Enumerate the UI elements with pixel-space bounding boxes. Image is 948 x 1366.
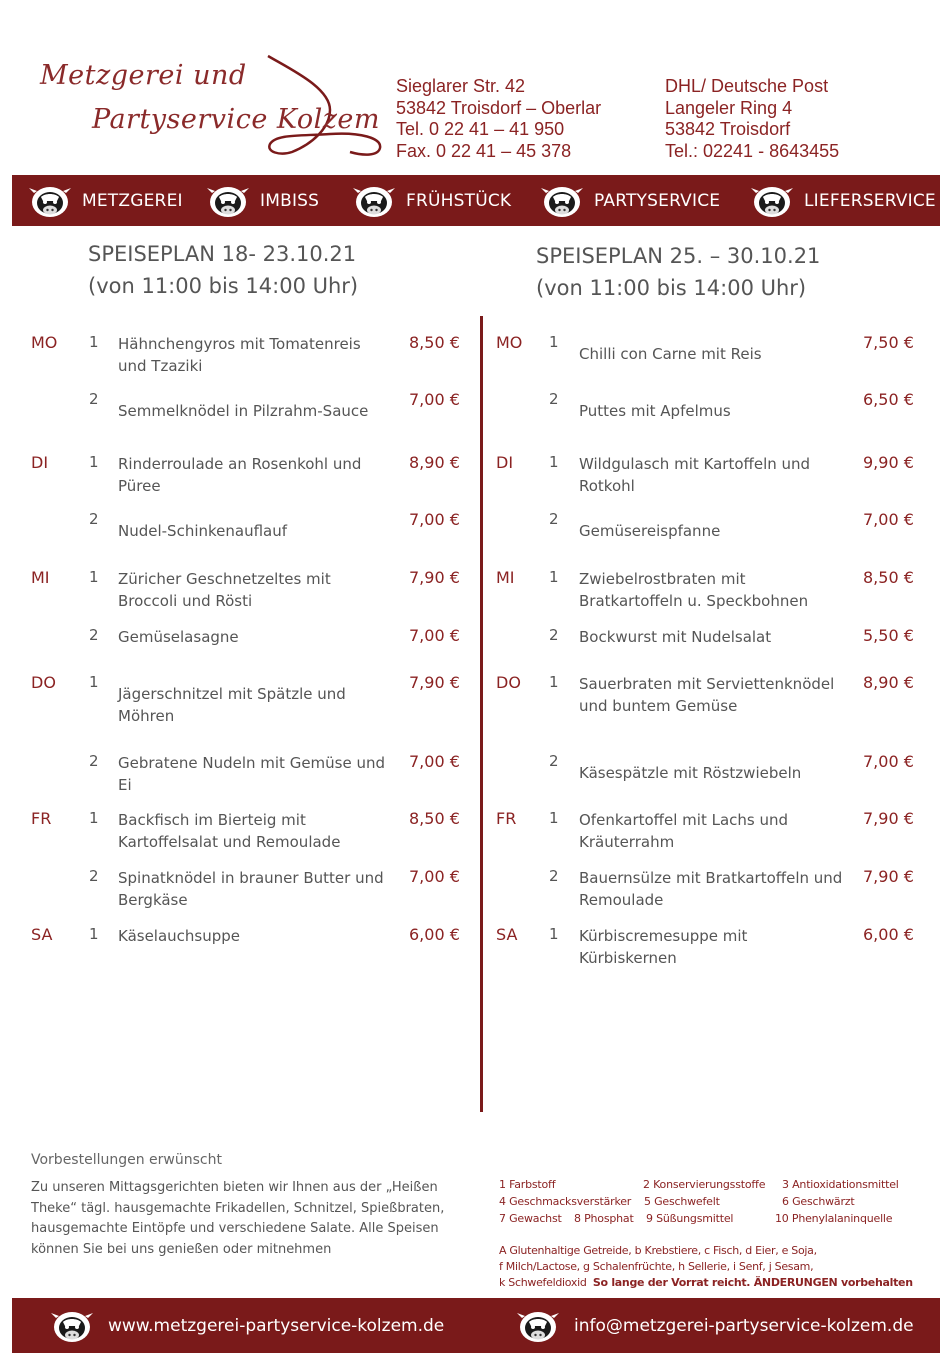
service-lieferservice <box>750 175 936 226</box>
dish-price: 6,50 € <box>863 390 914 409</box>
dish-price: 5,50 € <box>863 626 914 645</box>
dish-name: Käsespätzle mit Röstzwiebeln <box>579 764 802 782</box>
dish-price: 8,50 € <box>409 333 460 352</box>
website-text[interactable]: www.metzgerei-partyservice-kolzem.de <box>108 1315 445 1336</box>
dish-price: 7,90 € <box>863 809 914 828</box>
dish-price: 7,00 € <box>409 867 460 886</box>
day-label: MO <box>31 333 58 352</box>
dish-price: 7,00 € <box>863 752 914 771</box>
preorder-title: Vorbestellungen erwünscht <box>31 1152 222 1168</box>
dish-number: 2 <box>549 510 559 528</box>
service-label: FRÜHSTÜCK <box>406 190 512 211</box>
additive-item: 6 Geschwärzt <box>782 1195 855 1208</box>
post-line: DHL/ Deutsche Post <box>665 76 829 96</box>
dish-name: Hähnchengyros mit Tomatenreis und Tzaziki <box>118 335 361 375</box>
service-label: METZGEREI <box>82 190 183 211</box>
dish-price: 7,50 € <box>863 333 914 352</box>
dish-name: Semmelknödel in Pilzrahm-Sauce <box>118 402 369 420</box>
allergen-k: k Schwefeldioxid <box>499 1276 587 1289</box>
dish-number: 1 <box>89 809 99 827</box>
additive-item: 10 Phenylalaninquelle <box>775 1212 893 1225</box>
column-divider <box>480 316 483 1112</box>
service-label: IMBISS <box>260 190 320 211</box>
allergen-line: A Glutenhaltige Getreide, b Krebstiere, c Fisch, d Eier, e Soja, <box>499 1244 817 1257</box>
dish-number: 1 <box>89 453 99 471</box>
dish-price: 7,00 € <box>409 752 460 771</box>
dish-name: Kürbiscremesuppe mit Kürbiskernen <box>579 927 748 967</box>
dish-name: Sauerbraten mit Serviettenknödel und buntem Gemüse <box>579 675 835 715</box>
shop-address <box>396 76 601 162</box>
dish-name: Züricher Geschnetzeltes mit Broccoli und Rösti <box>118 570 331 610</box>
brand-line1: Metzgerei und <box>40 60 247 91</box>
dish-price: 6,00 € <box>409 925 460 944</box>
dish-number: 2 <box>549 626 559 644</box>
day-label: MI <box>496 568 515 587</box>
day-label: DI <box>496 453 514 472</box>
dish-price: 7,90 € <box>863 867 914 886</box>
additive-item: 5 Geschwefelt <box>644 1195 720 1208</box>
allergen-line <box>499 1275 913 1291</box>
dish-number: 2 <box>549 390 559 408</box>
additive-item: 1 Farbstoff <box>499 1178 556 1191</box>
preorder-text: Zu unseren Mittagsgerichten bieten wir Ihnen aus der „Heißen Theke“ tägl. hausgemachte Frikadellen, Schnitzel, Spießbraten, hausgemachte Eintöpfe und verschiedene Salate. Alle Speisen können Sie bei uns genießen oder mitnehmen <box>31 1180 445 1257</box>
allergen-line: f Milch/Lactose, g Schalenfrüchte, h Sellerie, i Senf, j Sesam, <box>499 1260 814 1273</box>
website-link[interactable] <box>50 1298 444 1353</box>
cow-icon <box>540 183 584 219</box>
additive-item: 4 Geschmacksverstärker <box>499 1195 632 1208</box>
cow-icon <box>352 183 396 219</box>
cow-icon <box>516 1308 560 1344</box>
dish-name: Jägerschnitzel mit Spätzle und Möhren <box>118 685 346 725</box>
dish-number: 2 <box>549 752 559 770</box>
allergen-legend <box>499 1243 913 1291</box>
dish-price: 8,90 € <box>863 673 914 692</box>
dish-name: Chilli con Carne mit Reis <box>579 345 762 363</box>
plan-time: (von 11:00 bis 14:00 Uhr) <box>88 274 359 298</box>
additive-item: 9 Süßungsmittel <box>646 1212 734 1225</box>
dish-name: Nudel-Schinkenauflauf <box>118 522 288 540</box>
service-fruehstueck <box>352 175 511 226</box>
email-link[interactable] <box>516 1298 914 1353</box>
dish-number: 1 <box>549 809 559 827</box>
post-phone-line: Tel.: 02241 - 8643455 <box>665 140 840 161</box>
dish-name: Rinderroulade an Rosenkohl und Püree <box>118 455 362 495</box>
dish-number: 2 <box>89 867 99 885</box>
dish-number: 1 <box>89 333 99 351</box>
additive-item: 2 Konservierungsstoffe <box>643 1178 766 1191</box>
dish-name: Käselauchsuppe <box>118 927 241 945</box>
dish-name: Wildgulasch mit Kartoffeln und Rotkohl <box>579 455 811 495</box>
dish-number: 1 <box>549 453 559 471</box>
post-address <box>665 76 839 162</box>
dish-number: 2 <box>89 390 99 408</box>
dish-name: Gebratene Nudeln mit Gemüse und Ei <box>118 754 386 794</box>
day-label: MO <box>496 333 523 352</box>
dish-price: 7,90 € <box>409 673 460 692</box>
additive-item: 7 Gewachst <box>499 1212 562 1225</box>
plan-title: SPEISEPLAN 18- 23.10.21 <box>88 242 357 266</box>
day-label: DO <box>31 673 56 692</box>
dish-price: 8,50 € <box>409 809 460 828</box>
phone-line: Tel. 0 22 41 – 41 950 <box>396 119 565 139</box>
dish-price: 8,90 € <box>409 453 460 472</box>
email-text[interactable]: info@metzgerei-partyservice-kolzem.de <box>574 1315 914 1336</box>
service-banner <box>12 175 940 226</box>
fax-line: Fax. 0 22 41 – 45 378 <box>396 140 572 161</box>
footer-bar <box>12 1298 940 1353</box>
day-label: DO <box>496 673 521 692</box>
dish-price: 6,00 € <box>863 925 914 944</box>
day-label: FR <box>31 809 52 828</box>
plan-time: (von 11:00 bis 14:00 Uhr) <box>536 276 807 300</box>
day-label: SA <box>31 925 53 944</box>
dish-number: 1 <box>89 568 99 586</box>
dish-number: 2 <box>89 510 99 528</box>
dish-name: Backfisch im Bierteig mit Kartoffelsalat und Remoulade <box>118 811 341 851</box>
service-label: LIEFERSERVICE <box>804 190 936 211</box>
service-partyservice <box>540 175 720 226</box>
post-line: 53842 Troisdorf <box>665 119 791 139</box>
dish-number: 1 <box>89 673 99 691</box>
dish-name: Puttes mit Apfelmus <box>579 402 731 420</box>
dish-price: 7,00 € <box>409 390 460 409</box>
dish-number: 1 <box>549 333 559 351</box>
stock-notice: So lange der Vorrat reicht. ÄNDERUNGEN vorbehalten <box>592 1276 913 1289</box>
dish-number: 2 <box>89 626 99 644</box>
dish-price: 8,50 € <box>863 568 914 587</box>
additive-item: 3 Antioxidationsmittel <box>782 1178 899 1191</box>
address-line: Sieglarer Str. 42 <box>396 76 526 96</box>
dish-number: 1 <box>89 925 99 943</box>
plan-header-week1 <box>88 238 358 302</box>
dish-name: Gemüselasagne <box>118 628 239 646</box>
dish-number: 1 <box>549 673 559 691</box>
day-label: MI <box>31 568 50 587</box>
dish-number: 1 <box>549 925 559 943</box>
dish-name: Gemüsereispfanne <box>579 522 721 540</box>
dish-name: Bauernsülze mit Bratkartoffeln und Remoulade <box>579 869 843 909</box>
post-line: Langeler Ring 4 <box>665 97 793 118</box>
brand-line2: Partyservice Kolzem <box>92 104 381 135</box>
dish-price: 7,00 € <box>863 510 914 529</box>
dish-price: 7,00 € <box>409 626 460 645</box>
dish-number: 2 <box>549 867 559 885</box>
service-label: PARTYSERVICE <box>594 190 721 211</box>
day-label: DI <box>31 453 49 472</box>
dish-number: 2 <box>89 752 99 770</box>
dish-price: 7,90 € <box>409 568 460 587</box>
cow-icon <box>750 183 794 219</box>
cow-icon <box>206 183 250 219</box>
dish-number: 1 <box>549 568 559 586</box>
plan-title: SPEISEPLAN 25. – 30.10.21 <box>536 244 821 268</box>
dish-name: Zwiebelrostbraten mit Bratkartoffeln u. Speckbohnen <box>579 570 809 610</box>
cow-icon <box>50 1308 94 1344</box>
dish-price: 7,00 € <box>409 510 460 529</box>
dish-price: 9,90 € <box>863 453 914 472</box>
service-metzgerei <box>28 175 183 226</box>
plan-header-week2 <box>536 240 820 304</box>
address-line: 53842 Troisdorf – Oberlar <box>396 97 602 118</box>
dish-name: Spinatknödel in brauner Butter und Bergkäse <box>118 869 384 909</box>
day-label: FR <box>496 809 517 828</box>
service-imbiss <box>206 175 319 226</box>
day-label: SA <box>496 925 518 944</box>
cow-icon <box>28 183 72 219</box>
dish-name: Bockwurst mit Nudelsalat <box>579 628 772 646</box>
additive-item: 8 Phosphat <box>574 1212 634 1225</box>
dish-name: Ofenkartoffel mit Lachs und Kräuterrahm <box>579 811 789 851</box>
